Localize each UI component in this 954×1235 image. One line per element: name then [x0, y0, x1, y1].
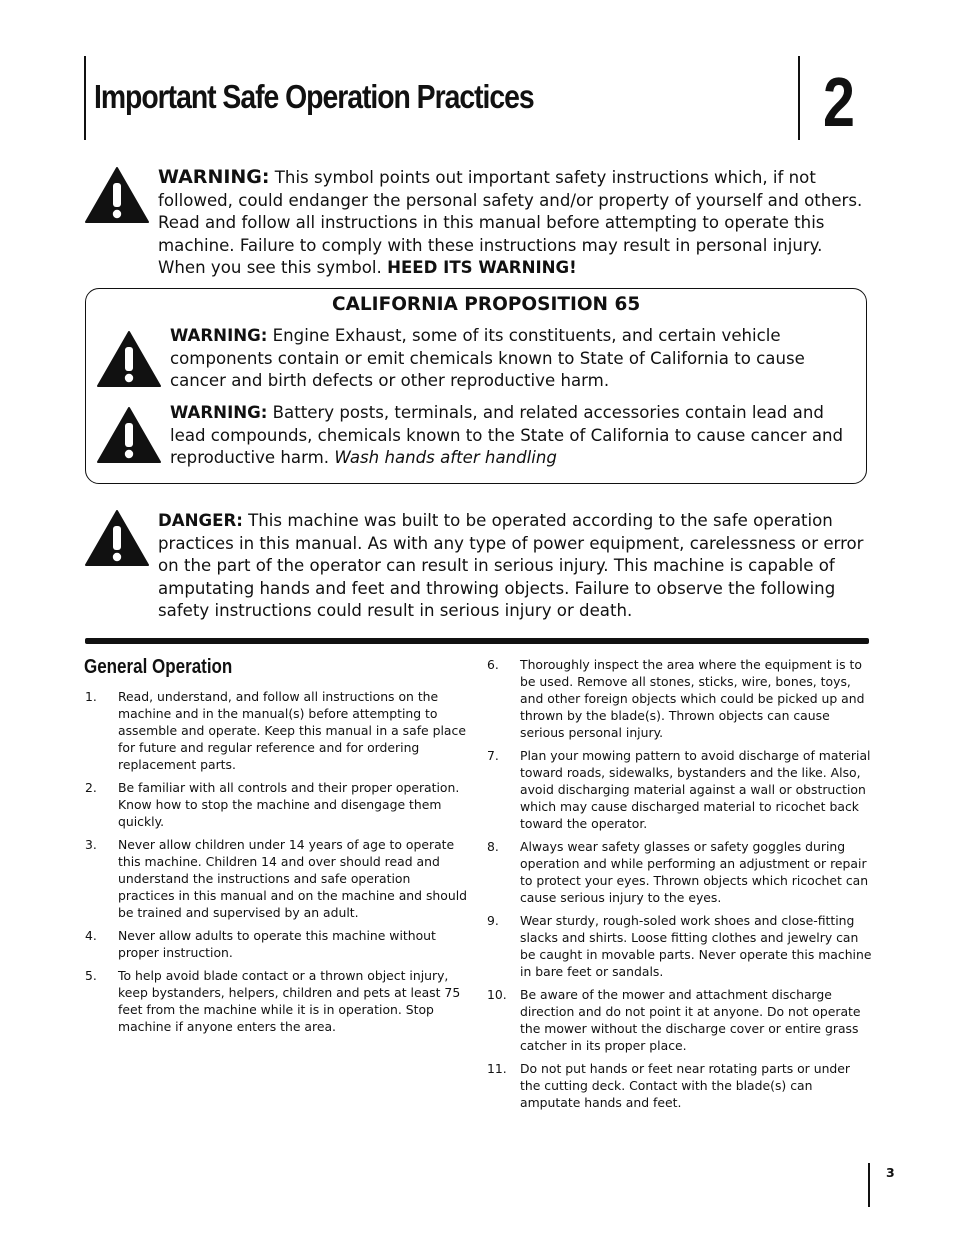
list-item-number: 1. [85, 689, 97, 704]
warning-triangle-icon [96, 406, 162, 464]
chapter-title: Important Safe Operation Practices [94, 78, 534, 115]
prop65-title: CALIFORNIA PROPOSITION 65 [332, 294, 641, 315]
prop65-warning2-label: WARNING: [170, 403, 268, 422]
list-item-number: 9. [487, 913, 499, 928]
list-item [85, 967, 469, 1035]
danger-label: DANGER: [158, 511, 243, 530]
prop65-warning1 [170, 325, 860, 393]
section-divider [85, 638, 869, 644]
list-item-text: Wear sturdy, rough-soled work shoes and close-fitting slacks and shirts. Loose fitting clothes and jewelry can be caught in movable parts. Never operate this machine in bare feet or sandals. [520, 913, 872, 979]
prop65-warning1-label: WARNING: [170, 326, 268, 345]
list-item-number: 3. [85, 837, 97, 852]
warning-text: This symbol points out important safety instructions which, if not followed, could endanger the personal safety and/or property of yourself and others. Read and follow all instructions in this manual before attempting to operate this machine. Failure to comply with these instructions may result in personal injury. [158, 168, 863, 255]
header-right-bar [798, 56, 800, 140]
list-item-text: To help avoid blade contact or a thrown object injury, keep bystanders, helpers, children and pets at least 75 feet from the machine while it is in operation. Stop machine if anyone enters the area. [118, 968, 461, 1034]
list-item [487, 986, 873, 1054]
footer-bar [868, 1163, 870, 1207]
danger-triangle-icon [84, 509, 150, 567]
list-item-text: Be aware of the mower and attachment discharge direction and do not point it at anyone. Do not operate the mower without the discharge cover or entire grass catcher in its proper place. [520, 987, 861, 1053]
list-item [487, 656, 873, 741]
prop65-warning2-italic: Wash hands after handling [334, 448, 557, 467]
warning-line2-prefix: When you see this symbol. [158, 258, 382, 277]
prop65-warning2-text: Battery posts, terminals, and related accessories contain lead and lead compounds, chemicals known to the State of California to cause cancer and reproductive harm. [170, 403, 844, 467]
list-item-number: 2. [85, 780, 97, 795]
chapter-number: 2 [823, 63, 855, 141]
danger-text: This machine was built to be operated according to the safe operation practices in this manual. As with any type of power equipment, carelessness or error on the part of the operator can result in serious injury. This machine is capable of amputating hands and feet and throwing objects. Failure to observe the following safety instructions could result in serious injury or death. [158, 511, 864, 620]
list-item [85, 779, 469, 830]
operation-list-right [487, 656, 873, 1117]
list-item-text: Always wear safety glasses or safety goggles during operation and while performing an adjustment or repair to protect your eyes. Thrown objects which ricochet can cause serious injury to the eyes. [520, 839, 869, 905]
list-item [85, 836, 469, 921]
prop65-warning2 [170, 402, 860, 470]
list-item [487, 747, 873, 832]
operation-list-left [85, 688, 469, 1041]
list-item [487, 838, 873, 906]
prop65-warning1-text: Engine Exhaust, some of its constituents, and certain vehicle components contain or emit chemicals known to State of California to cause cancer and birth defects or other reproductive harm. [170, 326, 805, 390]
page-number: 3 [886, 1165, 895, 1180]
list-item-text: Plan your mowing pattern to avoid discharge of material toward roads, sidewalks, bystanders and the like. Also, avoid discharging material against a wall or obstruction which may cause discharged material to ricochet back toward the operator. [520, 748, 871, 831]
list-item [487, 912, 873, 980]
list-item-text: Never allow adults to operate this machine without proper instruction. [118, 928, 436, 960]
warning-paragraph [158, 166, 870, 280]
warning-line2-emphasis: HEED ITS WARNING! [387, 258, 577, 277]
danger-paragraph [158, 510, 870, 623]
list-item-number: 8. [487, 839, 499, 854]
list-item-number: 10. [487, 987, 507, 1002]
list-item [487, 1060, 873, 1111]
list-item-number: 5. [85, 968, 97, 983]
list-item-number: 7. [487, 748, 499, 763]
warning-label: WARNING: [158, 166, 270, 188]
list-item-text: Thoroughly inspect the area where the equipment is to be used. Remove all stones, sticks, wire, bones, toys, and other foreign objects which could be picked up and thrown by the blade(s). Thrown objects can cause serious personal injury. [520, 657, 865, 740]
list-item-text: Be familiar with all controls and their proper operation. Know how to stop the machine and disengage them quickly. [118, 780, 460, 829]
list-item-text: Never allow children under 14 years of age to operate this machine. Children 14 and over should read and understand the instructions and safe operation practices in this manual and on the machine and should be trained and supervised by an adult. [118, 837, 468, 920]
list-item-text: Read, understand, and follow all instructions on the machine and in the manual(s) before attempting to assemble and operate. Keep this manual in a safe place for future and regular reference and for ordering replacement parts. [118, 689, 466, 772]
list-item [85, 688, 469, 773]
list-item [85, 927, 469, 961]
warning-triangle-icon [84, 166, 150, 224]
list-item-text: Do not put hands or feet near rotating parts or under the cutting deck. Contact with the blade(s) can amputate hands and feet. [520, 1061, 851, 1110]
list-item-number: 11. [487, 1061, 507, 1076]
warning-triangle-icon [96, 330, 162, 388]
header-left-bar [84, 56, 86, 140]
list-item-number: 4. [85, 928, 97, 943]
section-heading: General Operation [84, 656, 233, 678]
list-item-number: 6. [487, 657, 499, 672]
